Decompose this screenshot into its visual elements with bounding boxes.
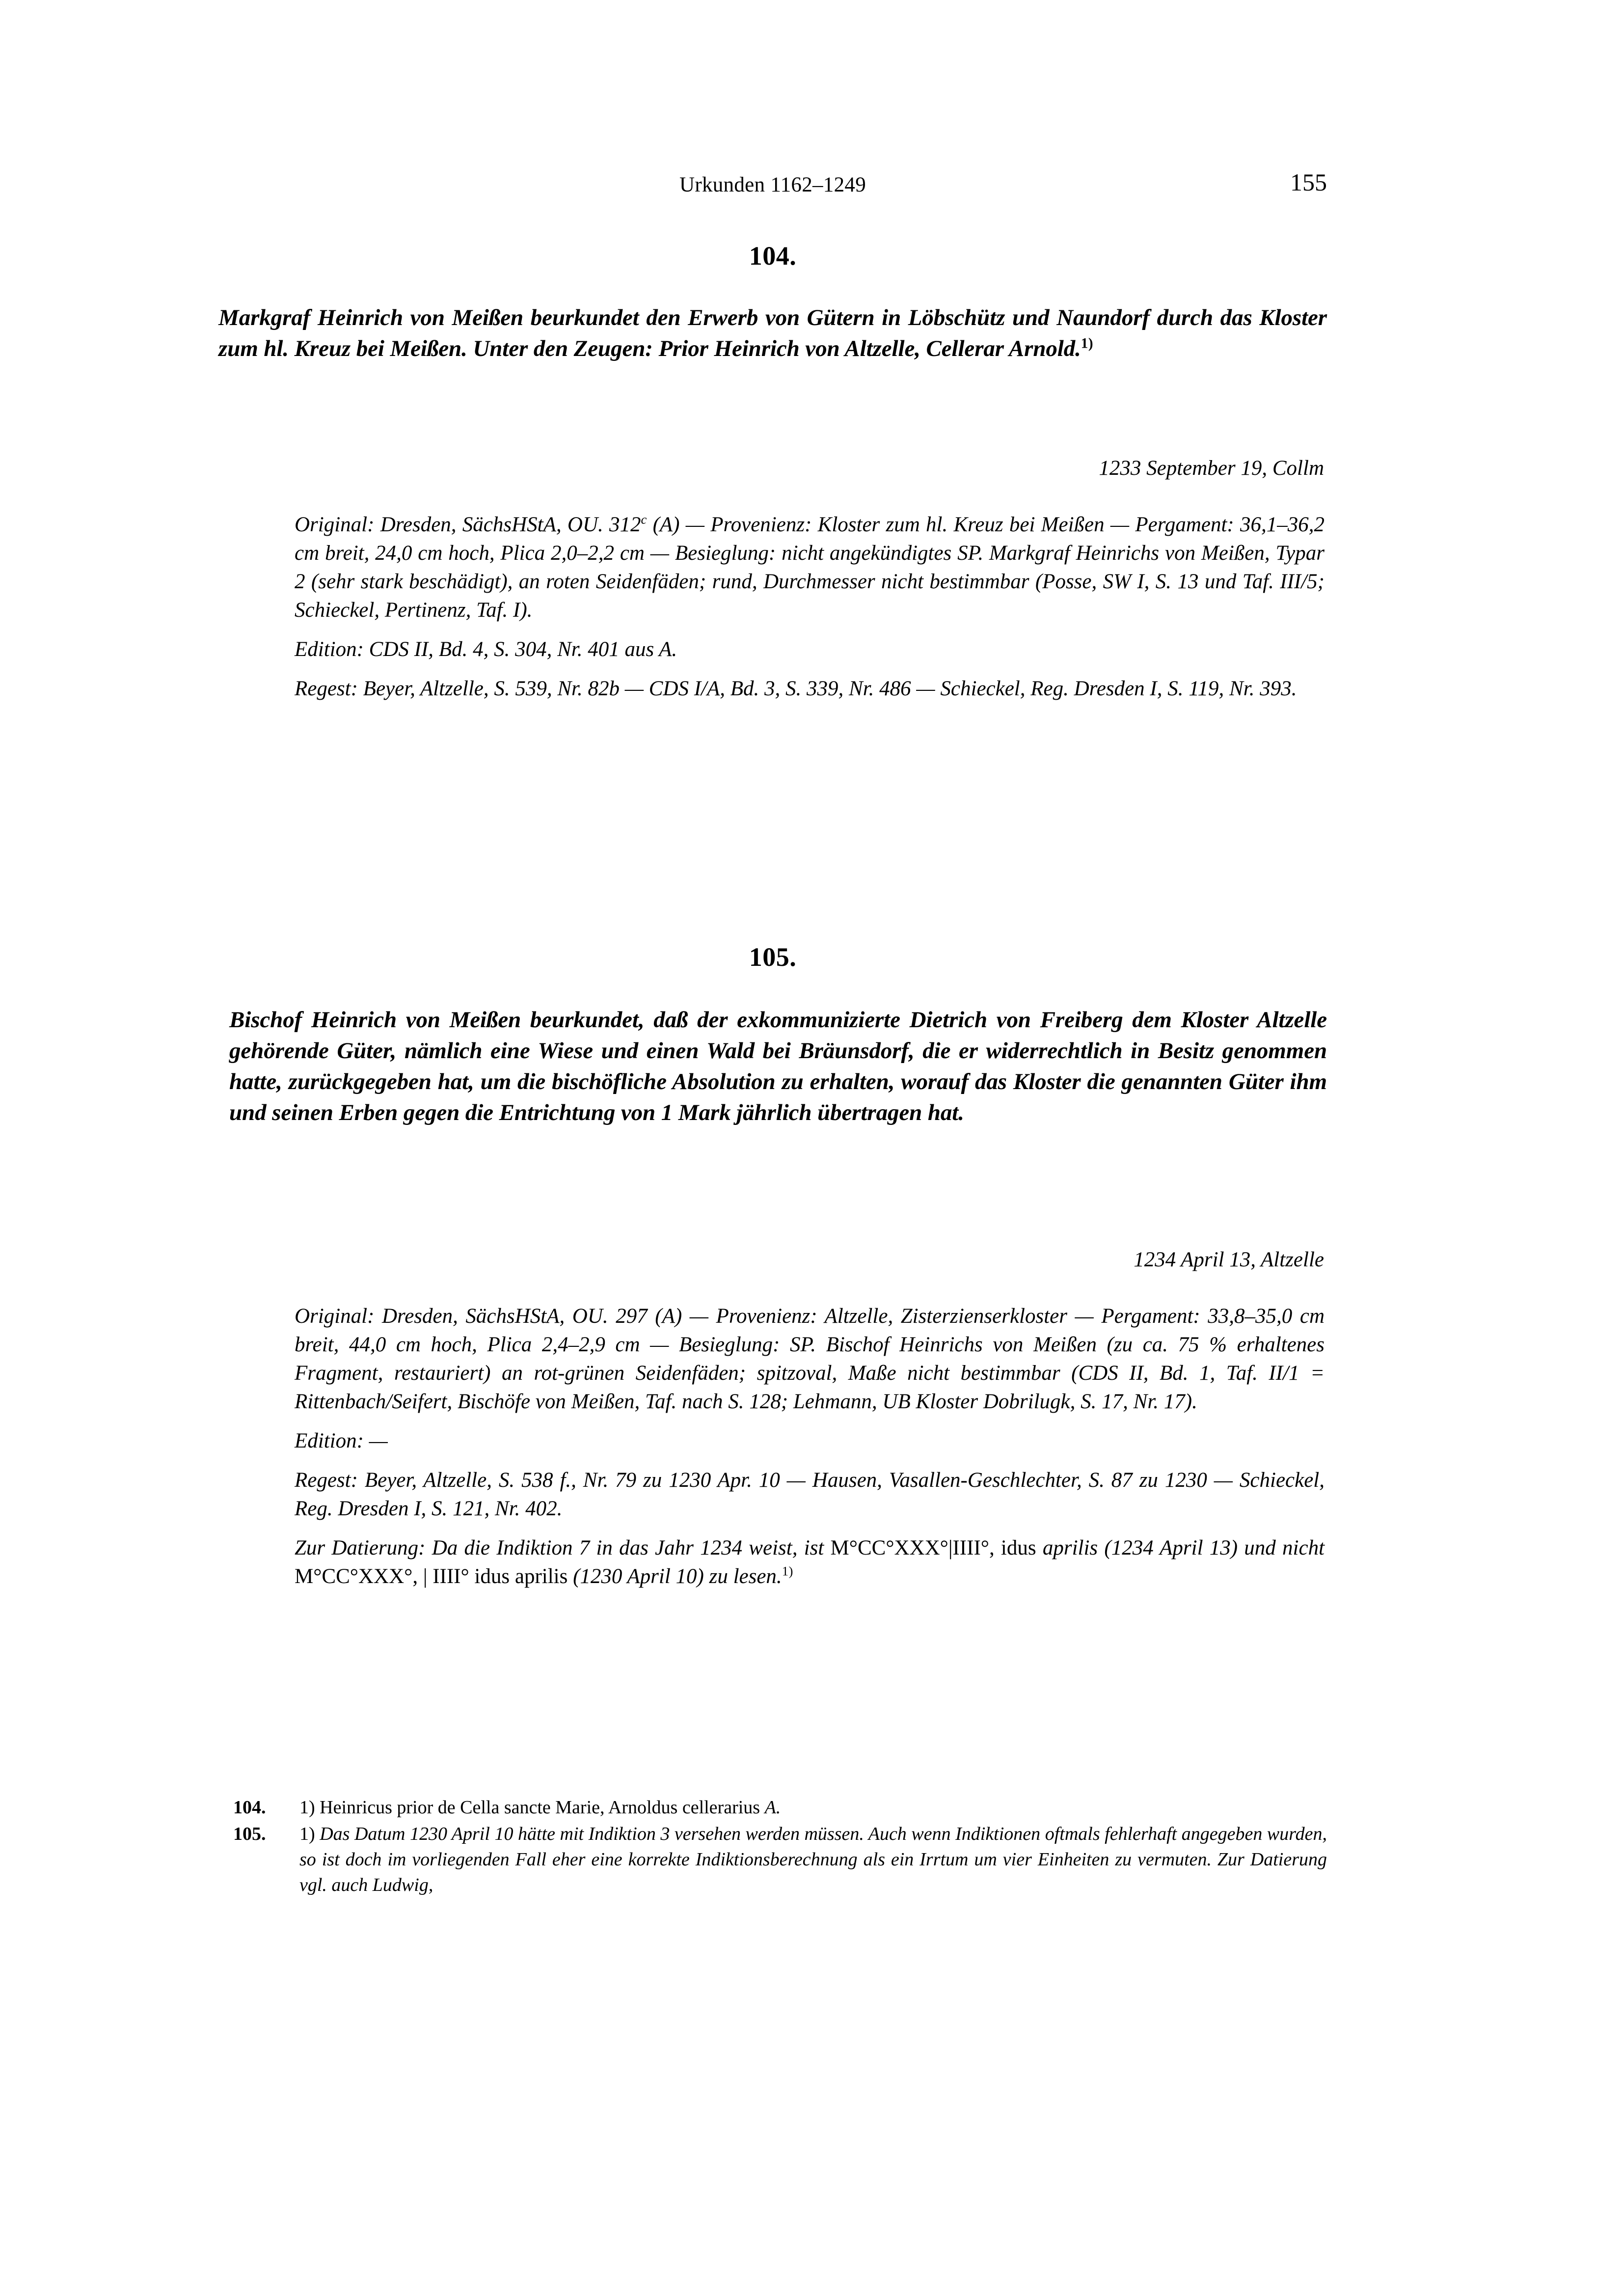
footnote-number-105: 105.: [233, 1824, 266, 1844]
apparatus-edition-105: Edition: —: [295, 1429, 388, 1452]
entry-104-number-wrap: [218, 241, 1327, 271]
apparatus-original-label-104: Original:: [295, 513, 375, 536]
dating-text-b-105: aprilis (1234 April 13) und nicht: [1036, 1536, 1325, 1559]
entry-105-regest-wrap: [218, 1005, 1327, 1128]
date-line-104: 1233 September 19, Collm: [1099, 457, 1324, 480]
footnote-body-105: Das Datum 1230 April 10 hätte mit Indiktion 3 versehen werden müssen. Auch wenn Indiktionen oftmals fehlerhaft angegeben wurden, so ist doch im vorliegenden Fall eher eine korrekte Indiktionsberechnung als ein Irrtum um vier Einheiten zu vermuten. Zur Datierung vgl. auch Ludwig,: [299, 1824, 1327, 1895]
footnote-number-104: 104.: [233, 1797, 266, 1818]
footnote-105: [233, 1821, 1327, 1898]
apparatus-dating-105: [295, 1534, 1325, 1591]
entry-104-regest-wrap: [218, 302, 1327, 364]
entry-104-date-wrap: [218, 454, 1327, 483]
footnote-104: [233, 1795, 1327, 1820]
apparatus-edition-104: Edition: CDS II, Bd. 4, S. 304, Nr. 401 aus A.: [295, 638, 677, 661]
dating-label-105: Zur Datierung:: [295, 1536, 426, 1559]
apparatus-original-superscript-104: c: [641, 512, 647, 527]
footnote-marker-104: 1): [1081, 335, 1094, 352]
dating-roman-numeral-2-105: M°CC°XXX°, | IIII° idus aprilis: [295, 1565, 568, 1588]
running-head-title: Urkunden 1162–1249: [679, 173, 866, 196]
footnote-body-104: Heinricus prior de Cella sancte Marie, Arnoldus cellerarius: [315, 1797, 765, 1818]
apparatus-original-104: [295, 511, 1325, 625]
apparatus-regest-refs-105: Regest: Beyer, Altzelle, S. 538 f., Nr. 79 zu 1230 Apr. 10 — Hausen, Vasallen-Geschlechter, S. 87 zu 1230 — Schieckel, Reg. Dresden I, S. 121, Nr. 402.: [295, 1469, 1325, 1520]
date-line-105: 1234 April 13, Altzelle: [1134, 1248, 1324, 1271]
entry-105-apparatus: [218, 1302, 1327, 1591]
page-number: 155: [1290, 168, 1327, 196]
entry-105-number-wrap: [218, 942, 1327, 972]
footnote-marker-label-104: 1): [299, 1797, 315, 1818]
running-head: [218, 168, 1327, 199]
entry-number-104: 104.: [749, 241, 797, 271]
footnote-text-105: [299, 1821, 1327, 1898]
apparatus-original-text-b-104: (A) — Provenienz: Kloster zum hl. Kreuz bei Meißen — Pergament: 36,1–36,2 cm breit, 24,0 cm hoch, Plica 2,0–2,2 cm — Besieglung: nicht angekündigtes SP. Markgraf Heinrichs von Meißen, Typar 2 (sehr stark beschädigt), an roten Seidenfäden; rund, Durchmesser nicht bestimmbar (Posse, SW I, S. 13 und Taf. III/5; Schieckel, Pertinenz, Taf. I).: [295, 513, 1325, 622]
apparatus-original-text-a-104: Dresden, SächsHStA, OU. 312: [374, 513, 641, 536]
footnote-area: [233, 1795, 1327, 1899]
entry-104-apparatus: [218, 511, 1327, 703]
dating-text-c-105: (1230 April 10) zu lesen.: [568, 1565, 782, 1588]
footnote-marker-105: 1): [782, 1563, 793, 1579]
apparatus-regest-refs-104: Regest: Beyer, Altzelle, S. 539, Nr. 82b — CDS I/A, Bd. 3, S. 339, Nr. 486 — Schieckel, Reg. Dresden I, S. 119, Nr. 393.: [295, 677, 1297, 700]
entry-105-date-wrap: [218, 1246, 1327, 1274]
entry-number-105: 105.: [749, 942, 797, 972]
footnote-siglum-104: A.: [764, 1797, 781, 1818]
regest-heading-104: [218, 302, 1327, 364]
regest-heading-104-text: Markgraf Heinrich von Meißen beurkundet den Erwerb von Gütern in Löbschütz und Naundorf durch das Kloster zum hl. Kreuz bei Meißen. Unter den Zeugen: Prior Heinrich von Altzelle, Cellerar Arnold.: [218, 305, 1327, 361]
regest-heading-105: Bischof Heinrich von Meißen beurkundet, daß der exkommunizierte Dietrich von Freiberg dem Kloster Altzelle gehörende Güter, nämlich eine Wiese und einen Wald bei Bräunsdorf, die er widerrechtlich in Besitz genommen hatte, zurückgegeben hat, um die bischöfliche Absolution zu erhalten, worauf das Kloster die genannten Güter ihm und seinen Erben gegen die Entrichtung von 1 Mark jährlich übertragen hat.: [229, 1007, 1327, 1125]
footnote-marker-label-105: 1): [299, 1824, 315, 1844]
footnote-text-104: [299, 1795, 1327, 1820]
apparatus-original-105: Original: Dresden, SächsHStA, OU. 297 (A) — Provenienz: Altzelle, Zisterzienserkloster — Pergament: 33,8–35,0 cm breit, 44,0 cm hoch, Plica 2,4–2,9 cm — Besieglung: SP. Bischof Heinrichs von Meißen (zu ca. 75 % erhaltenes Fragment, restauriert) an rot-grünen Seidenfäden; spitzoval, Maße nicht bestimmbar (CDS II, Bd. 1, Taf. II/1 = Rittenbach/Seifert, Bischöfe von Meißen, Taf. nach S. 128; Lehmann, UB Kloster Dobrilugk, S. 17, Nr. 17).: [295, 1305, 1325, 1413]
dating-roman-numeral-1-105: M°CC°XXX°|IIII°, idus: [830, 1536, 1036, 1559]
dating-text-a-105: Da die Indiktion 7 in das Jahr 1234 weist, ist: [425, 1536, 831, 1559]
